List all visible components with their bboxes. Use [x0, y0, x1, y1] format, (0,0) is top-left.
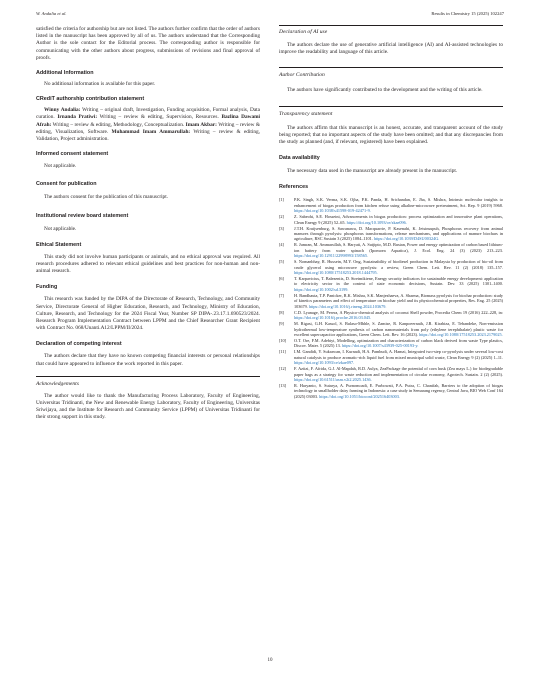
- reference-number: [13]: [279, 382, 287, 388]
- reference-text: C.D. Lyanage, M. Perera, A Physico-chemical analysis of coconut Shell powder, Procedia Chem 19 (2016) 222–228, in:: [294, 309, 503, 315]
- review-board-heading: Institutional review board statement: [36, 212, 129, 219]
- reference-doi-link[interactable]: https://doi.org/10.1080/17518253.2018.1444795.: [294, 270, 378, 276]
- reference-text: I.M. Gandidi, Y. Sukrawan, I. Kurnadi, H.A. Pambudi, A. Hamzi, Integrated two-step co-pyrolysis under several low-cost natural catalysts to produce aromatic-rich liquid fuel from mixed municipal solid waste, Clean Energy 9 (2) (2025) 1–11.: [294, 349, 503, 360]
- author-roles: Writing – review & editing, Supervision, Resources.: [97, 114, 222, 121]
- reference-item: [279, 242, 503, 258]
- ai-use-heading: Declaration of AI use: [279, 29, 328, 35]
- funding-heading: Funding: [36, 284, 58, 291]
- reference-doi-link[interactable]: https://doi.org/10.1002/sd.3199.: [294, 286, 349, 292]
- author-name: Irnanda Pratiwi:: [57, 114, 98, 121]
- additional-info-heading: Additional Information: [36, 70, 94, 77]
- reference-item: [279, 293, 503, 309]
- reference-text: M. Rigasi, G.H. Kassol, S. Bulaso-Mbhle, S. Zamise, R. Kanpoeernath, J.R. Kirabiza, E. Tebandeke, Non-emission hydrothermal low-temperature synthesis of carbon nanomaterials from poly (ethylene terephthalate) plastic waste for excellent supercapacitor applications, Green Chem. Lett. Rev. 16 (2023).: [294, 321, 503, 337]
- reference-item: [279, 276, 503, 292]
- acknowledgements-heading: Acknowledgements: [36, 380, 79, 387]
- reference-number: [7]: [279, 292, 284, 298]
- reference-doi-link[interactable]: https://doi.org/10.61511/asm.v2i2.2025.1436.: [294, 376, 372, 382]
- author-contribution-heading: Author Contribution: [279, 72, 325, 79]
- left-column: [36, 24, 260, 422]
- consent-publication-heading: Consent for publication: [36, 181, 97, 188]
- reference-number: [8]: [279, 309, 284, 315]
- reference-item: [279, 259, 503, 275]
- competing-interest-text: The authors declare that they have no known competing financial interests or personal relationships that could have appeared to influence the work reported in this paper.: [36, 353, 260, 367]
- reference-text: O.T. Ore, F.M. Adebiyi, Modelling, optimization and characterization of carbon black derived from waste Type plastics, Discov. Mater. 5 (2025) 13.: [294, 337, 503, 349]
- author-roles: Writing – review & editing, Methodology, Conceptualization.: [51, 121, 186, 128]
- reference-number: [5]: [279, 259, 284, 265]
- credit-heading: CRediT authorship contribution statement: [36, 96, 145, 103]
- reference-doi-link[interactable]: https://doi.org/10.1039/D4SU00324G.: [373, 236, 440, 242]
- author-name: Bazlina Dawami Afrah:: [36, 114, 260, 128]
- reference-item: [279, 226, 503, 242]
- reference-doi-link[interactable]: https://doi.org/10.1093/ce/zkae097.: [294, 360, 355, 366]
- header-journal: Results in Chemistry 15 (2025) 102247: [431, 11, 504, 16]
- consent-publication-text: The authors consent for the publication of this manuscript.: [44, 194, 169, 201]
- additional-info-text: No additional information is available for this paper.: [44, 81, 156, 88]
- reference-item: [279, 366, 503, 382]
- reference-doi-link[interactable]: https://doi.org/10.12911/22998993/158565.: [294, 253, 369, 259]
- reference-item: [279, 197, 503, 213]
- right-column: [279, 24, 503, 400]
- reference-number: [11]: [279, 349, 286, 355]
- review-board-text: Not applicable.: [44, 225, 77, 232]
- reference-item: [279, 214, 503, 225]
- ethical-text: This study did not involve human participants or animals, and no ethical approval was required. All research procedures adhered to relevant ethical guidelines and best practices for non-human and non-animal research.: [36, 253, 260, 275]
- author-roles: Writing – original draft, Investigation, Funding acquisition, Formal analysis, Data curation.: [36, 107, 260, 121]
- reference-list: [279, 197, 503, 399]
- ai-use-text: The authors declare the use of generative artificial intelligence (AI) and AI-assisted technologies to improve the readability and language of this article.: [279, 42, 503, 56]
- author-name: Winny Andalia:: [44, 107, 81, 114]
- reference-item: [279, 338, 503, 349]
- author-contribution-text: The authors have significantly contributed to the development and the writing of this article.: [287, 87, 483, 94]
- page-number: 10: [267, 658, 273, 663]
- reference-text: J.T.H. Kruijsenburg, S. Sawanawa, D. Macquarrie, P. Kasenahi, K. Jetsinsupuh, Phosphorus recovery from animal manures through pyrolysis: phosphorus transformations, release mechanisms, and applications of manure biochars in agriculture, RSC Sustain 3 (2025) 1084–1101.: [294, 225, 503, 242]
- informed-consent-text: Not applicable.: [44, 163, 77, 170]
- reference-number: [2]: [279, 214, 284, 220]
- reference-doi-link[interactable]: https://doi.org/10.1080/17518253.2023.2179025.: [419, 331, 503, 337]
- reference-text: Z. Sabeohi, S.E. Hosseini, Advancements in biogas production: process optimization and innovative plant operations, Clean Energy 9 (2025) 52–65.: [294, 214, 503, 225]
- credit-text: [36, 107, 260, 143]
- acknowledgements-text: The author would like to thank the Manufacturing Process Laboratory, Faculty of Engineering, Universitas Tridinanti, the New and Renewable Energy Laboratory, Faculty of Engineering, Universitas Sriwijaya, and the Institute for Research and Community Service (LPPM) of Universitas Tridinanti for their strong support in this study.: [36, 392, 260, 421]
- reference-text: S. Nomanbhay, R. Hussein, M.Y. Ong, Sustainability of biodiesel production in Malaysia by production of bio-oil from crude glycerol using microwave pyrolysis: a review, Green Chem. Lett. Rev. 11 (2) (2018) 135–157.: [294, 259, 503, 270]
- section-rule: [279, 25, 503, 26]
- reference-number: [12]: [279, 366, 287, 372]
- authorship-paragraph: satisfied the criteria for authorship but are not listed. The authors further confirm that the order of authors listed in the manuscript has been approved by all of us. The authors understand that the Corresponding Author is the sole contact for the Editorial process. The corresponding author is responsible for communicating with the other authors about progress, submissions of revisions and final approval of proofs.: [36, 26, 260, 61]
- reference-doi-link[interactable]: https://doi.org/10.1016/j.rineng.2024.103679.: [308, 303, 387, 309]
- ethical-heading: Ethical Statement: [36, 241, 82, 248]
- reference-item: [279, 349, 503, 365]
- reference-item: [279, 383, 503, 399]
- reference-text: R. Haryanto, S. Sutarya, A. Purnomoadi, E. Purbowati, P.A. Putra, C. Chanifah, Barriers to the adoption of biogas technology in smallholder dairy farming in Indonesia: a case study in Semarang regency, Central Java, BIO Web Conf 164 (2025) 03003.: [294, 382, 503, 399]
- reference-number: [4]: [279, 242, 284, 248]
- section-rule: [279, 106, 503, 107]
- header-authors: W. Andalia et al.: [36, 11, 67, 16]
- reference-text: P.K. Singh, S.K. Verma, S.K. Ojha, P.K. Panda, H. Srichandan, E. Jha, S. Mishra, Intrinsic molecular insights to enhancement of biogas production from kitchen refuse using alkaline-microwave pretreatment, Sci. Rep. 9 (2019) 5968.: [294, 197, 503, 208]
- reference-text: F. Aziizi, F. Afrida, G.J. Al-Mapdah, R.D. Aulya, ZeaPackage the potential of corn husk (Zea mays L.) for biodegradable paper bags as a strategy for waste reduction and implementation of circular economy, Agrotech. Sustain. 2 (2) (2025).: [294, 366, 503, 377]
- reference-item: [279, 310, 503, 321]
- reference-doi-link[interactable]: https://doi.org/10.1051/bioconf/202516403003.: [319, 393, 400, 399]
- reference-number: [10]: [279, 337, 287, 343]
- author-roles: Writing – review & editing, Validation, Project administration.: [36, 128, 260, 143]
- reference-text: T. Karpavicius, T. Balezentis, D. Streimikiene, Energy security indicators for sustainable energy development: application to electricity sector in the context of state economic decisions, Sustain. Dev. 33 (2025) 1301–1400.: [294, 276, 503, 287]
- competing-interest-heading: Declaration of competing interest: [36, 341, 122, 348]
- reference-doi-link[interactable]: https://doi.org/10.1007/s43939-025-00193-y.: [341, 343, 419, 349]
- author-name: Imam Akbar:: [185, 121, 217, 128]
- informed-consent-heading: Informed consent statement: [36, 151, 109, 158]
- section-rule: [279, 67, 503, 68]
- reference-number: [9]: [279, 321, 284, 327]
- reference-text: H. Bandhauta, T.P. Panicker, R.K. Mishra, S.K. Manjezhaeva, A. Sharma, Biomass pyrolysis for biochar production: study of kinetics parameters and effect of temperature on biochar yield and its physicochemical properties, Res. Eng. 25 (2025) 103679.: [294, 292, 503, 309]
- author-name: Muhammad Imam Ammarullah:: [111, 128, 191, 135]
- reference-text: R. Jumran, M. Ammarullah, S. Haryati, A. Sutjipto, M.D. Bustan, Power and energy optimization of carbon based lithium-ion battery from water spinach (Ipomoea Aquatica), J. Ecol. Eng. 24 (3) (2023) 213–223.: [294, 242, 503, 253]
- transparency-heading: Transparency statement: [279, 110, 333, 117]
- reference-number: [1]: [279, 197, 284, 203]
- references-heading: References: [279, 184, 309, 191]
- data-availability-text: The necessary data used in the manuscript are already present in the manuscript.: [287, 168, 458, 175]
- transparency-text: The authors affirm that this manuscript is an honest, accurate, and transparent account of the study being reported; that no important aspects of the study have been omitted; and that any discrepancies from the study as planned (and, if relevant, registered) have been explained.: [279, 124, 503, 146]
- reference-item: [279, 321, 503, 337]
- reference-doi-link[interactable]: https://doi.org/10.1093/ce/zkae096.: [346, 219, 407, 225]
- section-rule: [36, 376, 260, 377]
- data-availability-heading: Data availability: [279, 155, 320, 162]
- funding-text: This research was funded by the DIPA of the Directorate of Research, Technology, and Community Service, Directorate General of Higher Education, Research, and Technology, Ministry of Education, Culture, Research, and Technology for the 2024 Fiscal Year, Number SP DIPA-.23.17.1.690523/2024. Research Program Implementation Contract between LPPM and the Chief Researcher Grant Recipient with Contract No. 068/Unanti.A12/LPPM/II/2024.: [36, 296, 260, 332]
- author-roles: Writing – review & editing, Visualization, Software.: [36, 121, 260, 135]
- reference-doi-link[interactable]: https://doi.org/10.1038/s41598-019-42471-9.: [294, 208, 371, 214]
- reference-number: [6]: [279, 276, 284, 282]
- reference-doi-link[interactable]: https://doi.org/10.1016/j.proche.2016.03.045.: [294, 315, 372, 321]
- running-header: [36, 9, 504, 19]
- reference-number: [3]: [279, 225, 284, 231]
